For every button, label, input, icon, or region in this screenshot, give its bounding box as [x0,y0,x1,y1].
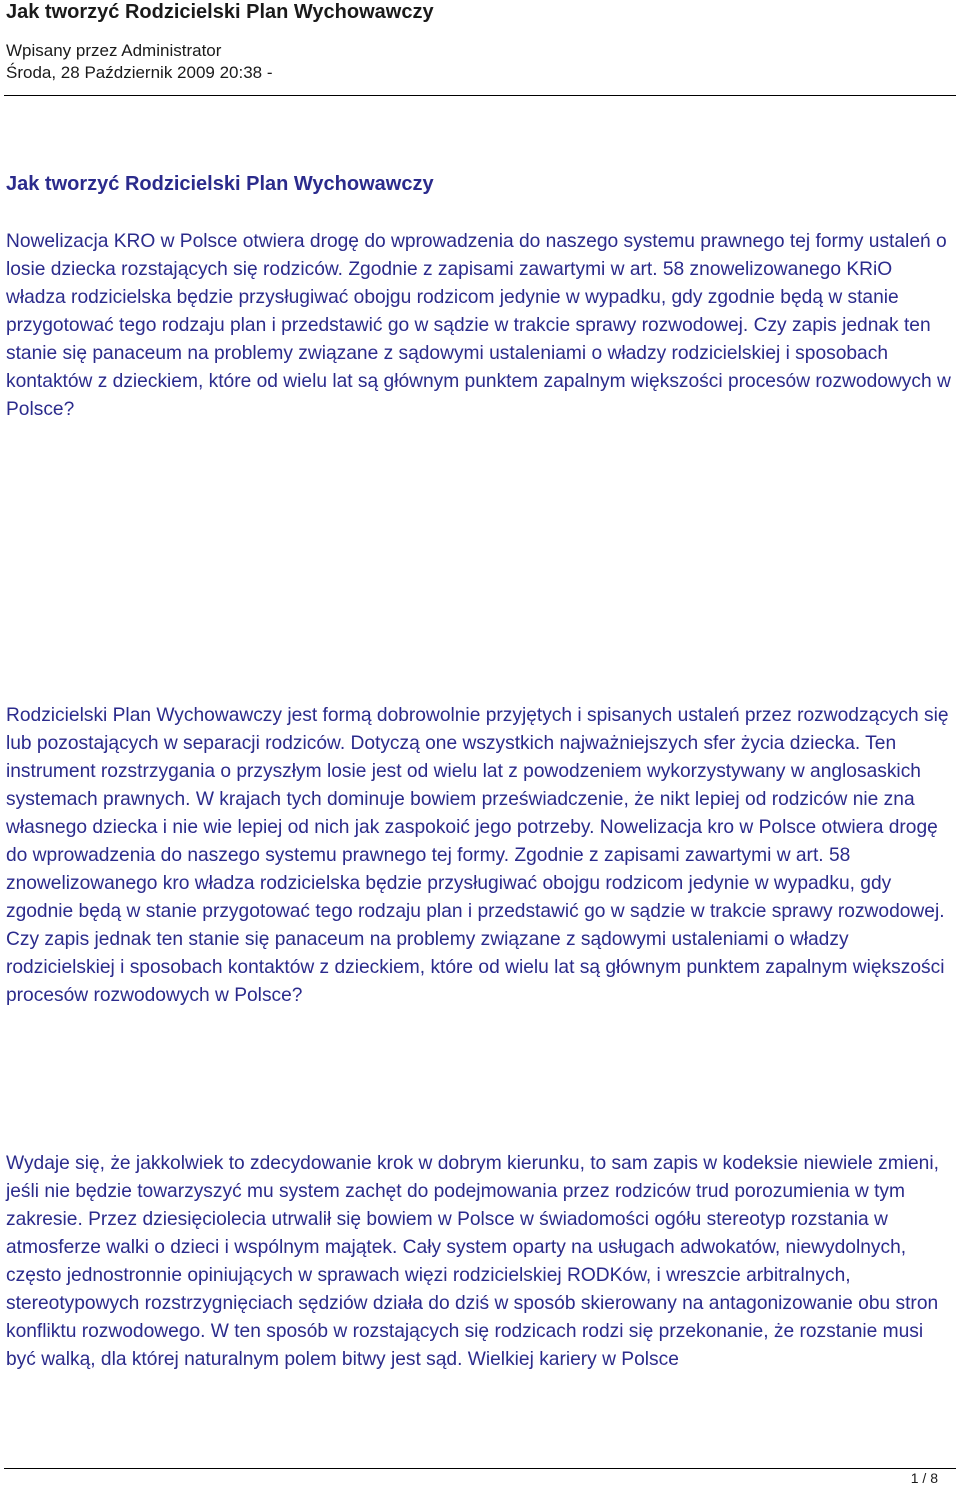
article-paragraph: Nowelizacja KRO w Polsce otwiera drogę do wprowadzenia do naszego systemu prawnego tej formy ustaleń o losie dziecka rozstających się rodziców. Zgodnie z zapisami zawartymi w art. 58 znowelizowanego KRiO władza rodzicielska będzie przysługiwać obojgu rodzicom jedynie w wypadku, gdy zgodnie będą w stanie przygotować tego rodzaju plan i przedstawić go w sądzie w trakcie sprawy rozwodowej. Czy zapis jednak ten stanie się panaceum na problemy związane z sądowymi ustaleniami o władzy rodzicielskiej i sposobach kontaktów z dzieckiem, które od wielu lat są głównym punktem zapalnym większości procesów rozwodowych w Polsce? [6,231,951,420]
article-paragraph: Wydaje się, że jakkolwiek to zdecydowanie krok w dobrym kierunku, to sam zapis w kodeksie niewiele zmieni, jeśli nie będzie towarzyszyć mu system zachęt do podejmowania przez rodziców trud porozumienia w tym zakresie. Przez dziesięciolecia utrwalił się bowiem w Polsce w świadomości ogółu stereotyp rozstania w atmosferze walki o dzieci i wspólnym majątek. Cały system oparty na usługach adwokatów, niewydolnych, często jednostronnie opiniujących w sprawach więzi rodzicielskiej RODKów, i wreszcie arbitralnych, stereotypowych rozstrzygnięciach sędziów działa do dziś w sposób skierowany na antagonizowanie obu stron konfliktu rozwodowego. W ten sposób w rozstających się rodzicach rodzi się przekonanie, że rozstanie musi być walką, dla której naturalnym polem bitwy jest sąd. Wielkiej kariery w Polsce [6,1153,939,1370]
page-number: 1 / 8 [910,1470,938,1486]
article-paragraph: Rodzicielski Plan Wychowawczy jest formą dobrowolnie przyjętych i spisanych ustaleń przez rozwodzących się lub pozostających w separacji rodziców. Dotyczą one wszystkich najważniejszych sfer życia dziecka. Ten instrument rozstrzygania o przyszłym losie jest od wielu lat z powodzeniem wykorzystywany w anglosaskich systemach prawnych. W krajach tych dominuje bowiem przeświadczenie, że nikt lepiej od rodziców nie zna własnego dziecka i nie wie lepiej od nich jak zaspokoić jego potrzeby. Nowelizacja kro w Polsce otwiera drogę do wprowadzenia do naszego systemu prawnego tej formy. Zgodnie z zapisami zawartymi w art. 58 znowelizowanego kro władza rodzicielska będzie przysługiwać obojgu rodzicom jedynie w wypadku, gdy zgodnie będą w stanie przygotować tego rodzaju plan i przedstawić go w sądzie w trakcie sprawy rozwodowej. Czy zapis jednak ten stanie się panaceum na problemy związane z sądowymi ustaleniami o władzy rodzicielskiej i sposobach kontaktów z dzieckiem, które od wielu lat są głównym punktem zapalnym większości procesów rozwodowych w Polsce? [6,705,949,1006]
article-heading: Jak tworzyć Rodzicielski Plan Wychowawczy [6,173,434,195]
author-line: Wpisany przez Administrator [6,41,222,60]
document-header [6,0,956,84]
date-line: Środa, 28 Październik 2009 20:38 - [6,63,273,82]
header-divider [4,95,956,96]
footer-divider [4,1468,956,1469]
document-title: Jak tworzyć Rodzicielski Plan Wychowawczy [6,1,434,23]
